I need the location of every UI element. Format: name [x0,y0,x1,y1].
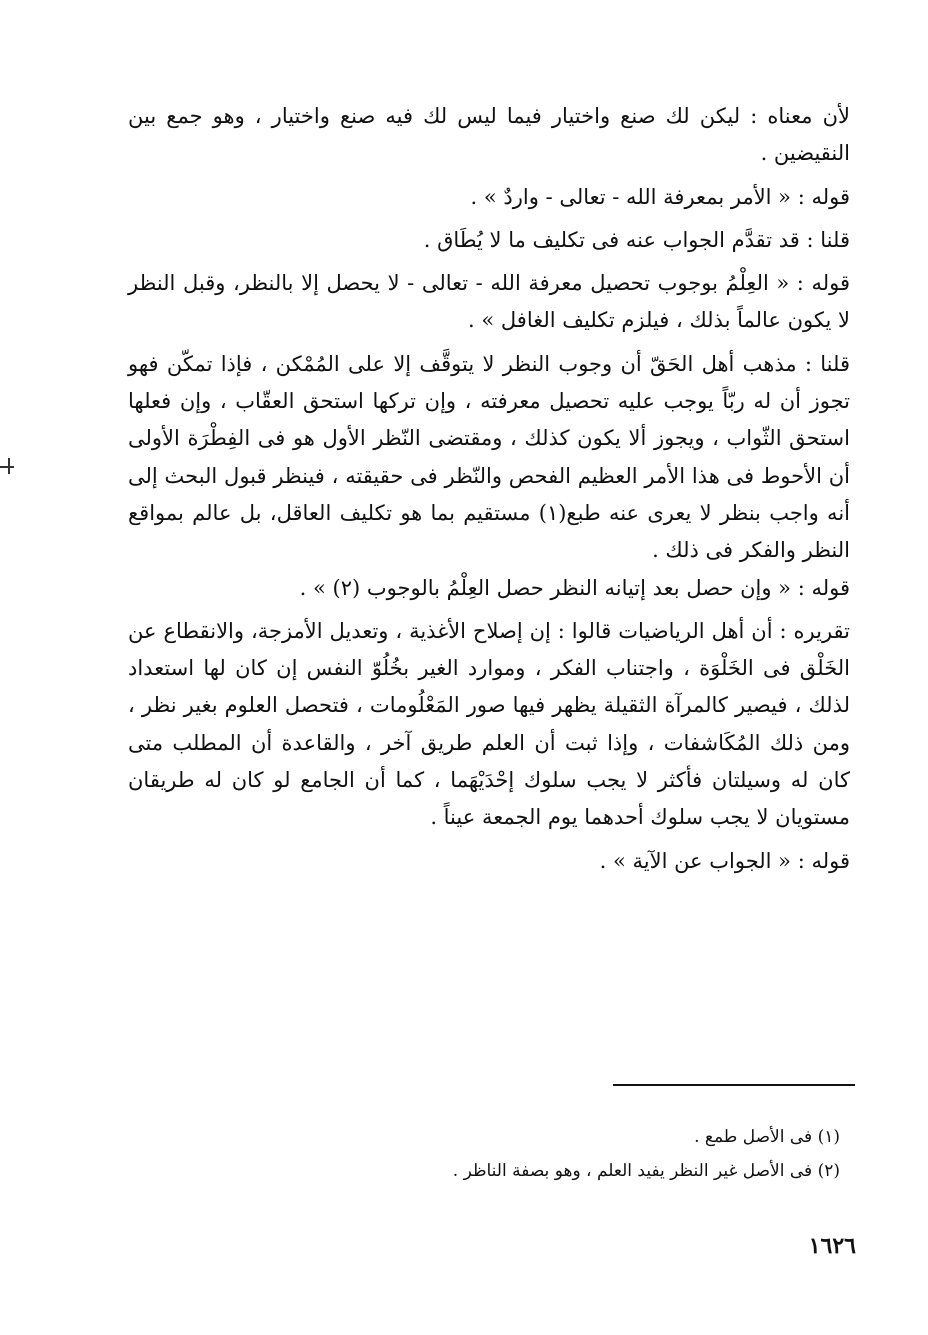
margin-mark-line [0,466,14,468]
footnote-separator [613,1084,855,1086]
page-number: ١٦٢٦ [808,1233,856,1259]
paragraph-6: قوله : « وإن حصل بعد إتيانه النظر حصل العِلْمُ بالوجوب (٢) » . [299,575,850,600]
paragraph-7: تقريره : أن أهل الرياضيات قالوا : إن إصلاح الأغذية ، وتعديل الأمزجة، والانقطاع عن الخَلْق فى الخَلْوَة ، واجتناب الفكر ، وموارد الغير بخُلُوّ النفس إن كان لها استعداد لذلك ، فيصير كالمرآة الثقيلة يظهر فيها صور المَعْلُومات ، فتحصل العلوم بغير نظر ، ومن ذلك المُكَاشفات ، وإذا ثبت أن العلم طريق آخر ، والقاعدة أن المطلب متى كان له وسيلتان فأكثر لا يجب سلوك إحْدَيْهَما ، كما أن الجامع لو كان له طريقان مستويان لا يجب سلوك أحدهما يوم الجمعة عيناً . [128,618,850,830]
paragraph-1: لأن معناه : ليكن لك صنع واختيار فيما ليس لك فيه صنع واختيار ، وهو جمع بين النقيضين . [128,104,850,166]
paragraph-5: قلنا : مذهب أهل الحَقّ أن وجوب النظر لا يتوقَّف إلا على المُمْكن ، فإذا تمكّن فهو تجوز أن له ربّاً يوجب عليه تحصيل معرفته ، وإن تركها استحق العقّاب ، وإن فعلها استحق الثّواب ، ويجوز ألا يكون كذلك ، ومقتضى النّظر الأول هو فى الفِطْرَة الأولى أن الأحوط فى هذا الأمر العظيم الفحص والنّظر فى حقيقته ، فينظر قبول البحث إلى أنه واجب بنظر لا يعرى عنه طبع(١) مستقيم بما هو تكليف العاقل، بل عالم بمواقع النظر والفكر فى ذلك . [128,351,850,563]
footnote-1: (١) فى الأصل طمع . [694,1127,840,1147]
paragraph-8: قوله : « الجواب عن الآية » . [599,848,850,873]
paragraph-4: قوله : « العِلْمُ بوجوب تحصيل معرفة الله - تعالى - لا يحصل إلا بالنظر، وقبل النظر لا يكون عالماً بذلك ، فيلزم تكليف الغافل » . [128,271,850,333]
main-text [128,98,850,880]
paragraph-2: قوله : « الأمر بمعرفة الله - تعالى - واردٌ » . [470,184,850,209]
footnote-2: (٢) فى الأصل غير النظر يفيد العلم ، وهو بصفة الناظر . [452,1161,840,1181]
paragraph-3: قلنا : قد تقدَّم الجواب عنه فى تكليف ما لا يُطَاق . [423,227,850,252]
footnotes [300,1120,840,1188]
